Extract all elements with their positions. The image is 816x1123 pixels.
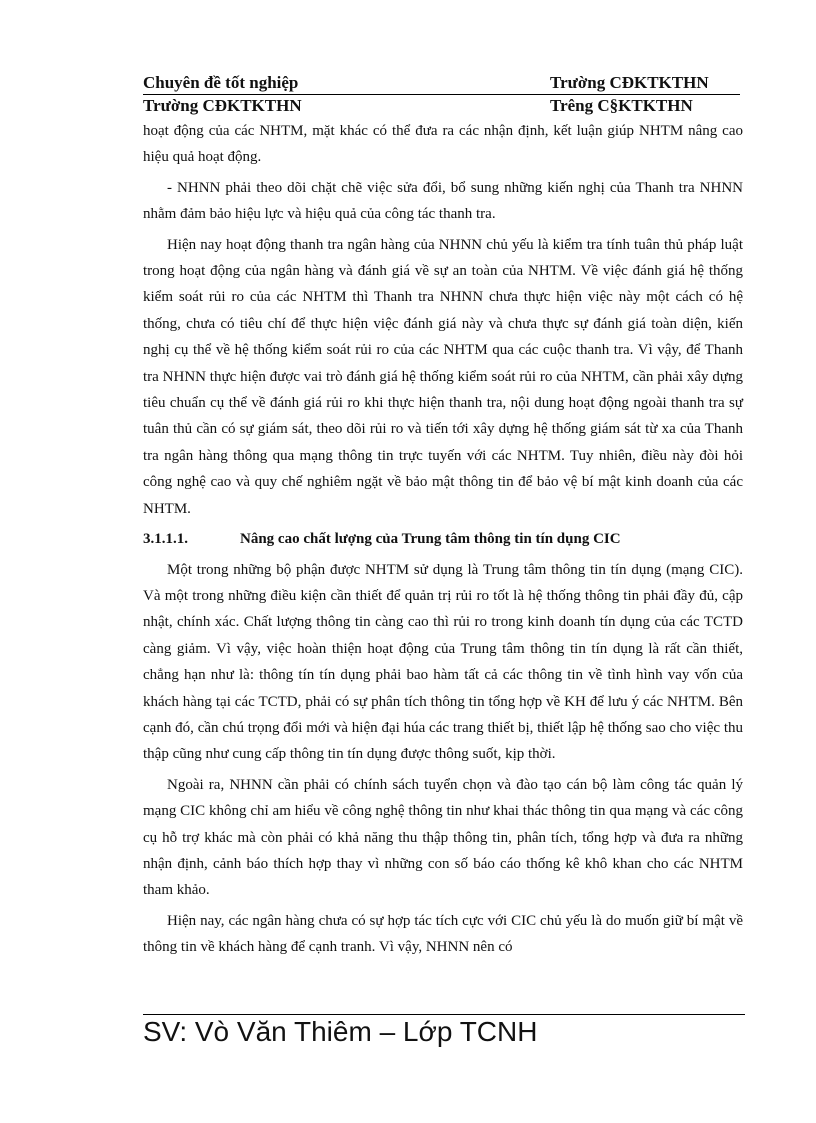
section-number: 3.1.1.1. [143, 531, 188, 548]
header-school-garbled: Trêng C§KTKTHN [550, 96, 693, 115]
paragraph: Một trong những bộ phận được NHTM sử dụng là Trung tâm thông tin tín dụng (mạng CIC). Và một trong những điều kiện cần thiết để quản trị rủi ro tốt là hệ thống thông tin phải đầy đủ, cập nhật, chính xác. Chất lượng thông tin càng cao thì rủi ro trong kinh doanh tín dụng của các TCTD càng giảm. Vì vậy, việc hoàn thiện hoạt động của Trung tâm thông tin tín dụng là rất cần thiết, chẳng hạn như là: thông tín tín dụng phải bao hàm tất cả các thông tin về tình hình vay vốn của khách hàng tại các TCTD, phải có sự phân tích thông tin tổng hợp về KH để lưu ý các NHTM. Bên cạnh đó, cần chú trọng đổi mới và hiện đại húa các trang thiết bị, thiết lập hệ thống sao cho việc thu thập cũng như cung cấp thông tin tín dụng được thông suốt, kịp thời. [143, 561, 743, 763]
paragraph: Ngoài ra, NHNN cần phải có chính sách tuyển chọn và đào tạo cán bộ làm công tác quản lý mạng CIC không chỉ am hiểu về công nghệ thông tin như khai thác thông tin qua mạng và các công cụ hỗ trợ khác mà còn phải có khả năng thu thập thông tin, phân tích, tổng hợp và đưa ra những nhận định, cảnh báo thích hợp thay vì những con số báo cáo thống kê khô khan cho các NHTM tham khảo. [143, 776, 743, 899]
paragraph: Hiện nay hoạt động thanh tra ngân hàng của NHNN chủ yếu là kiểm tra tính tuân thủ pháp luật trong hoạt động của ngân hàng và đánh giá về sự an toàn của NHTM. Về việc đánh giá hệ thống kiểm soát rủi ro của các NHTM thì Thanh tra NHNN chưa thực hiện việc này một cách có hệ thống, chưa có tiêu chí để thực hiện việc đánh giá này và chưa thực sự đánh giá toàn diện, kiến nghị cụ thể về hệ thống kiểm soát rủi ro của các NHTM qua các cuộc thanh tra. Vì vậy, để Thanh tra NHNN thực hiện được vai trò đánh giá hệ thống kiểm soát rủi ro của NHTM, cần phải xây dựng tiêu chuẩn cụ thể về đánh giá rủi ro khi thực hiện thanh tra, nội dung hoạt động ngoài thanh tra sự tuân thủ cần có sự giám sát, theo dõi rủi ro và tiến tới xây dựng hệ thống giám sát từ xa của Thanh tra ngân hàng thông qua mạng thông tin trực tuyến với các NHTM. Tuy nhiên, điều này đòi hỏi công nghệ cao và quy chế nghiêm ngặt về bảo mật thông tin để bảo vệ bí mật kinh doanh của các NHTM. [143, 236, 743, 517]
header-divider [143, 94, 740, 95]
paragraph: Hiện nay, các ngân hàng chưa có sự hợp tác tích cực với CIC chủ yếu là do muốn giữ bí mật về thông tin về khách hàng để cạnh tranh. Vì vậy, NHNN nên có [143, 912, 743, 956]
section-title: Nâng cao chất lượng của Trung tâm thông tin tín dụng CIC [240, 531, 621, 548]
paragraph-bullet: - NHNN phải theo dõi chặt chẽ việc sửa đổi, bổ sung những kiến nghị của Thanh tra NHNN nhằm đảm bảo hiệu lực và hiệu quả của công tác thanh tra. [143, 179, 743, 223]
header-school-secondary: Trường CĐKTKTHN [143, 96, 302, 115]
paragraph: hoạt động của các NHTM, mặt khác có thể đưa ra các nhận định, kết luận giúp NHTM nâng cao hiệu quả hoạt động. [143, 123, 743, 166]
section-heading [143, 526, 743, 552]
header-title: Chuyên đề tốt nghiệp [143, 73, 299, 92]
document-body [143, 118, 743, 965]
footer-author: SV: Vò Văn Thiêm – Lớp TCNH [143, 1016, 538, 1047]
header-school: Trường CĐKTKTHN [550, 73, 709, 92]
footer-divider [143, 1014, 745, 1015]
